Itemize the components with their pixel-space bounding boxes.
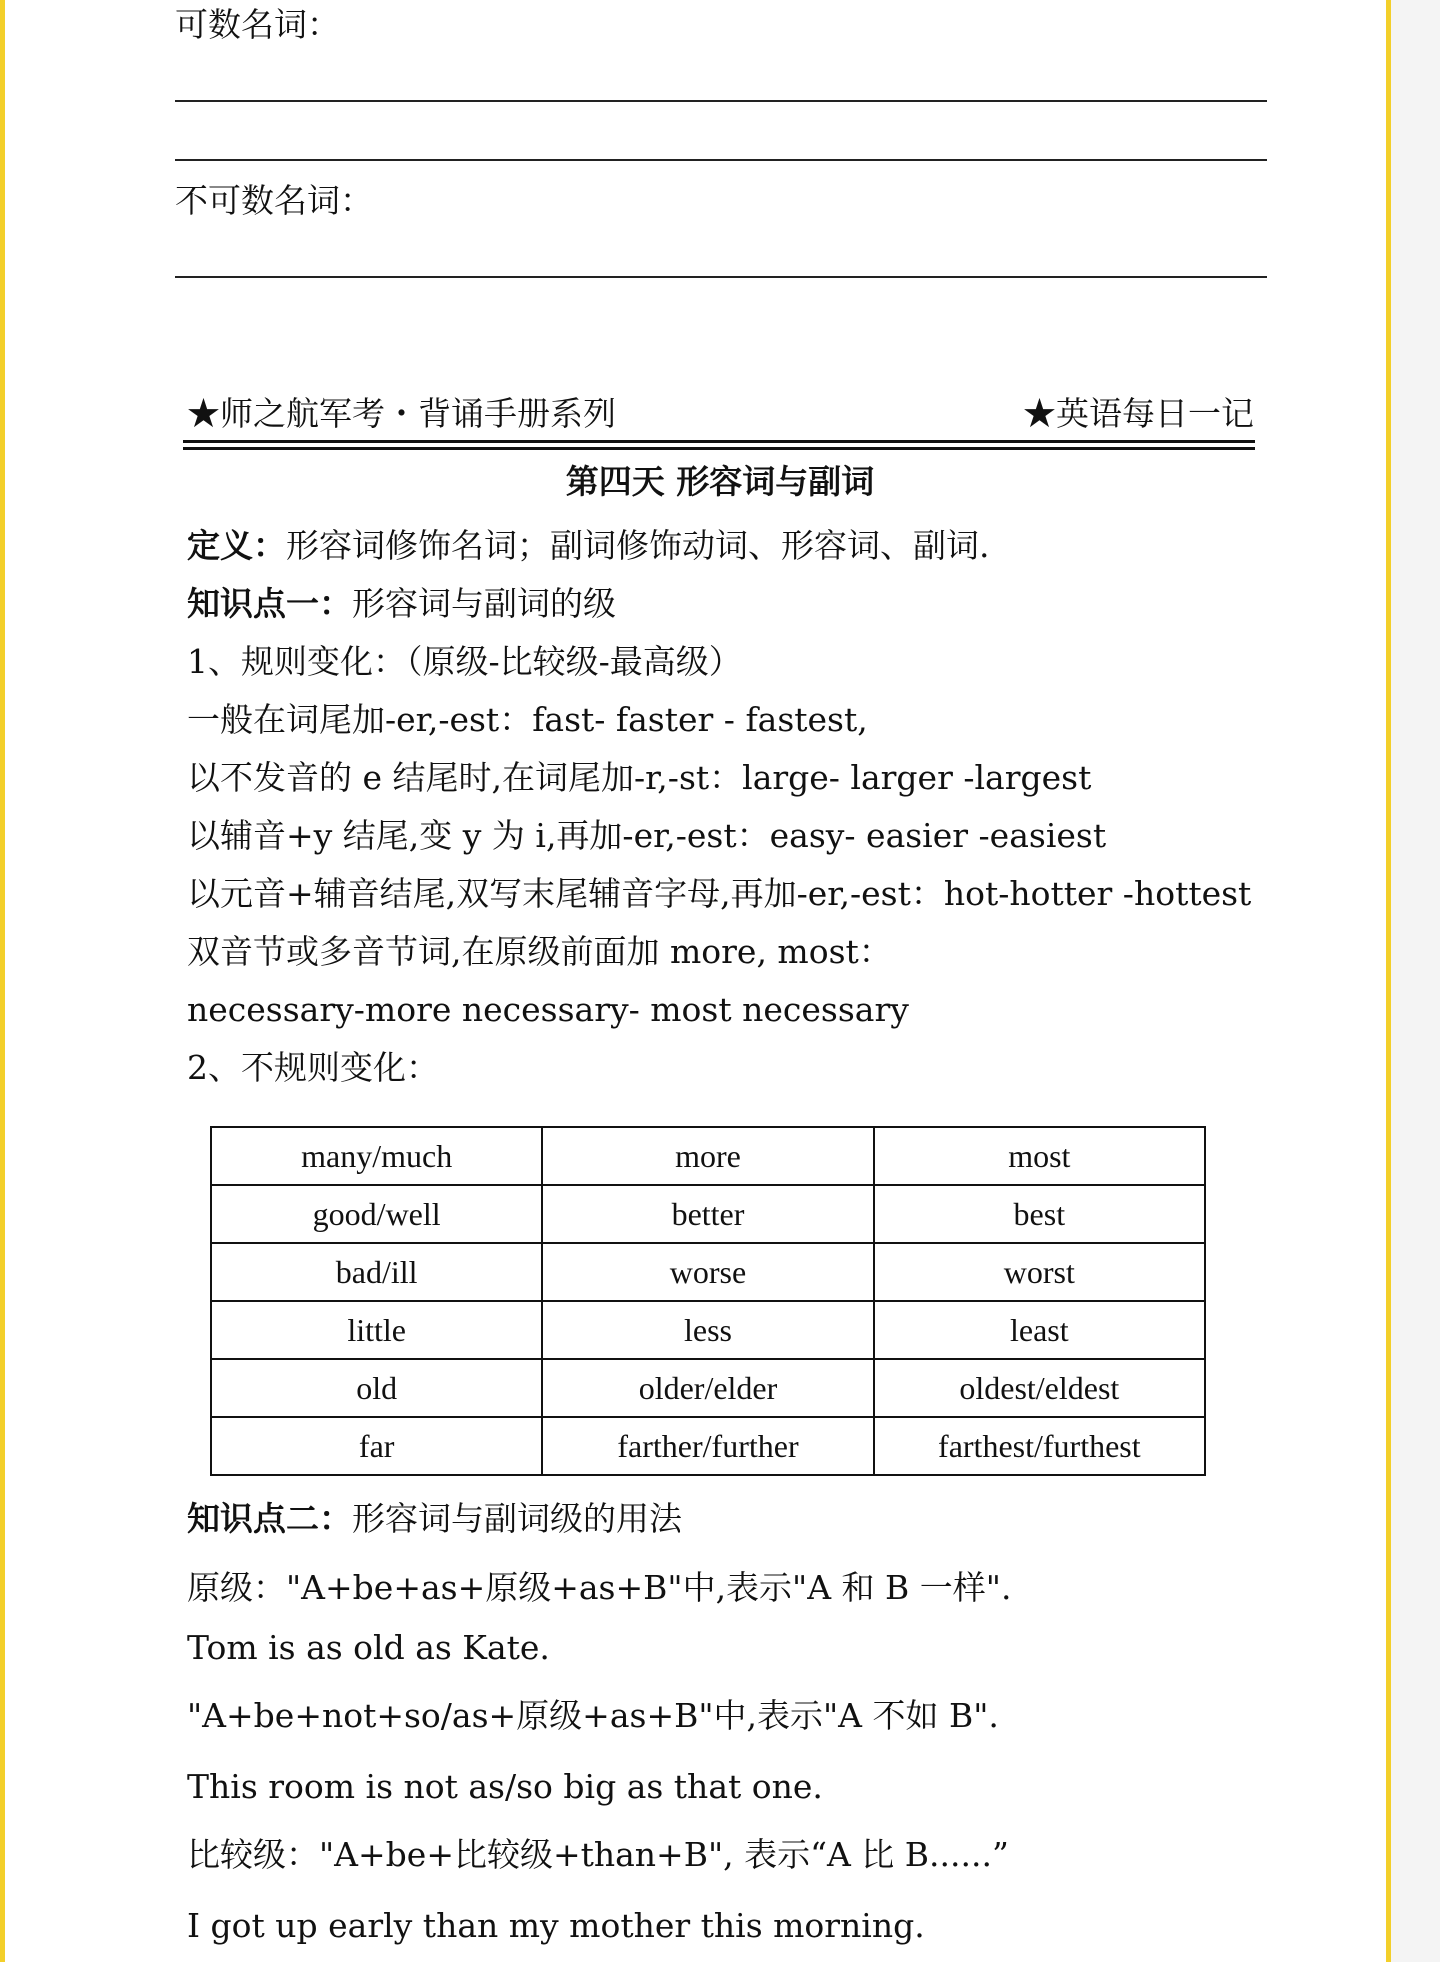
table-row — [211, 1127, 1205, 1185]
rule-line: necessary-more necessary- most necessary — [187, 990, 909, 1029]
usage-line: 比较级："A+be+比较级+than+B", 表示“A 比 B......” — [187, 1835, 1009, 1874]
table-row — [211, 1359, 1205, 1417]
table-cell: better — [542, 1185, 873, 1243]
table-cell: far — [211, 1417, 542, 1475]
table-row — [211, 1243, 1205, 1301]
table-cell: worse — [542, 1243, 873, 1301]
point-1-text: 形容词与副词的级 — [352, 584, 616, 623]
point-2-label: 知识点二： — [187, 1499, 352, 1538]
table-cell: farther/further — [542, 1417, 873, 1475]
rule-line: 以不发音的 e 结尾时,在词尾加-r,-st：large- larger -largest — [187, 758, 1092, 797]
header-series-title: ★师之航军考・背诵手册系列 — [187, 394, 616, 433]
table-cell: oldest/eldest — [874, 1359, 1205, 1417]
table-cell: less — [542, 1301, 873, 1359]
usage-example: This room is not as/so big as that one. — [187, 1767, 823, 1806]
table-row — [211, 1185, 1205, 1243]
table-row — [211, 1301, 1205, 1359]
rule-line: 双音节或多音节词,在原级前面加 more, most： — [187, 932, 892, 971]
knowledge-point-2 — [187, 1499, 682, 1538]
table-cell: most — [874, 1127, 1205, 1185]
table-cell: farthest/furthest — [874, 1417, 1205, 1475]
table-cell: many/much — [211, 1127, 542, 1185]
rule-line: 1、规则变化：（原级-比较级-最高级） — [187, 642, 742, 681]
table-cell: little — [211, 1301, 542, 1359]
table-cell: good/well — [211, 1185, 542, 1243]
rule-line: 2、不规则变化： — [187, 1048, 439, 1087]
usage-line: 原级："A+be+as+原级+as+B"中,表示"A 和 B 一样". — [187, 1568, 1012, 1607]
table-cell: older/elder — [542, 1359, 873, 1417]
document-page — [5, 0, 1391, 1962]
table-cell: least — [874, 1301, 1205, 1359]
point-1-label: 知识点一： — [187, 584, 352, 623]
point-2-text: 形容词与副词级的用法 — [352, 1499, 682, 1538]
table-row — [211, 1417, 1205, 1475]
answer-line — [175, 100, 1267, 102]
usage-example: I got up early than my mother this morning. — [187, 1906, 925, 1945]
table-cell: best — [874, 1185, 1205, 1243]
definition-label: 定义： — [187, 526, 286, 565]
rule-line: 以元音+辅音结尾,双写末尾辅音字母,再加-er,-est：hot-hotter -hottest — [187, 874, 1252, 913]
rule-line: 一般在词尾加-er,-est：fast- faster - fastest, — [187, 700, 868, 739]
header-double-rule — [183, 440, 1255, 450]
usage-example: Tom is as old as Kate. — [187, 1628, 550, 1667]
table-cell: more — [542, 1127, 873, 1185]
definition — [187, 526, 990, 565]
answer-line — [175, 159, 1267, 161]
table-cell: worst — [874, 1243, 1205, 1301]
rule-line: 以辅音+y 结尾,变 y 为 i,再加-er,-est：easy- easier -easiest — [187, 816, 1107, 855]
countable-nouns-label: 可数名词： — [175, 5, 340, 44]
irregular-forms-table — [210, 1126, 1206, 1476]
usage-line: "A+be+not+so/as+原级+as+B"中,表示"A 不如 B". — [187, 1696, 999, 1735]
table-cell: old — [211, 1359, 542, 1417]
uncountable-nouns-label: 不可数名词： — [175, 181, 373, 220]
lesson-title: 第四天 形容词与副词 — [565, 462, 875, 501]
definition-text: 形容词修饰名词；副词修饰动词、形容词、副词. — [286, 526, 990, 565]
answer-line — [175, 276, 1267, 278]
header-daily-title: ★英语每日一记 — [1023, 394, 1254, 433]
table-cell: bad/ill — [211, 1243, 542, 1301]
knowledge-point-1 — [187, 584, 616, 623]
